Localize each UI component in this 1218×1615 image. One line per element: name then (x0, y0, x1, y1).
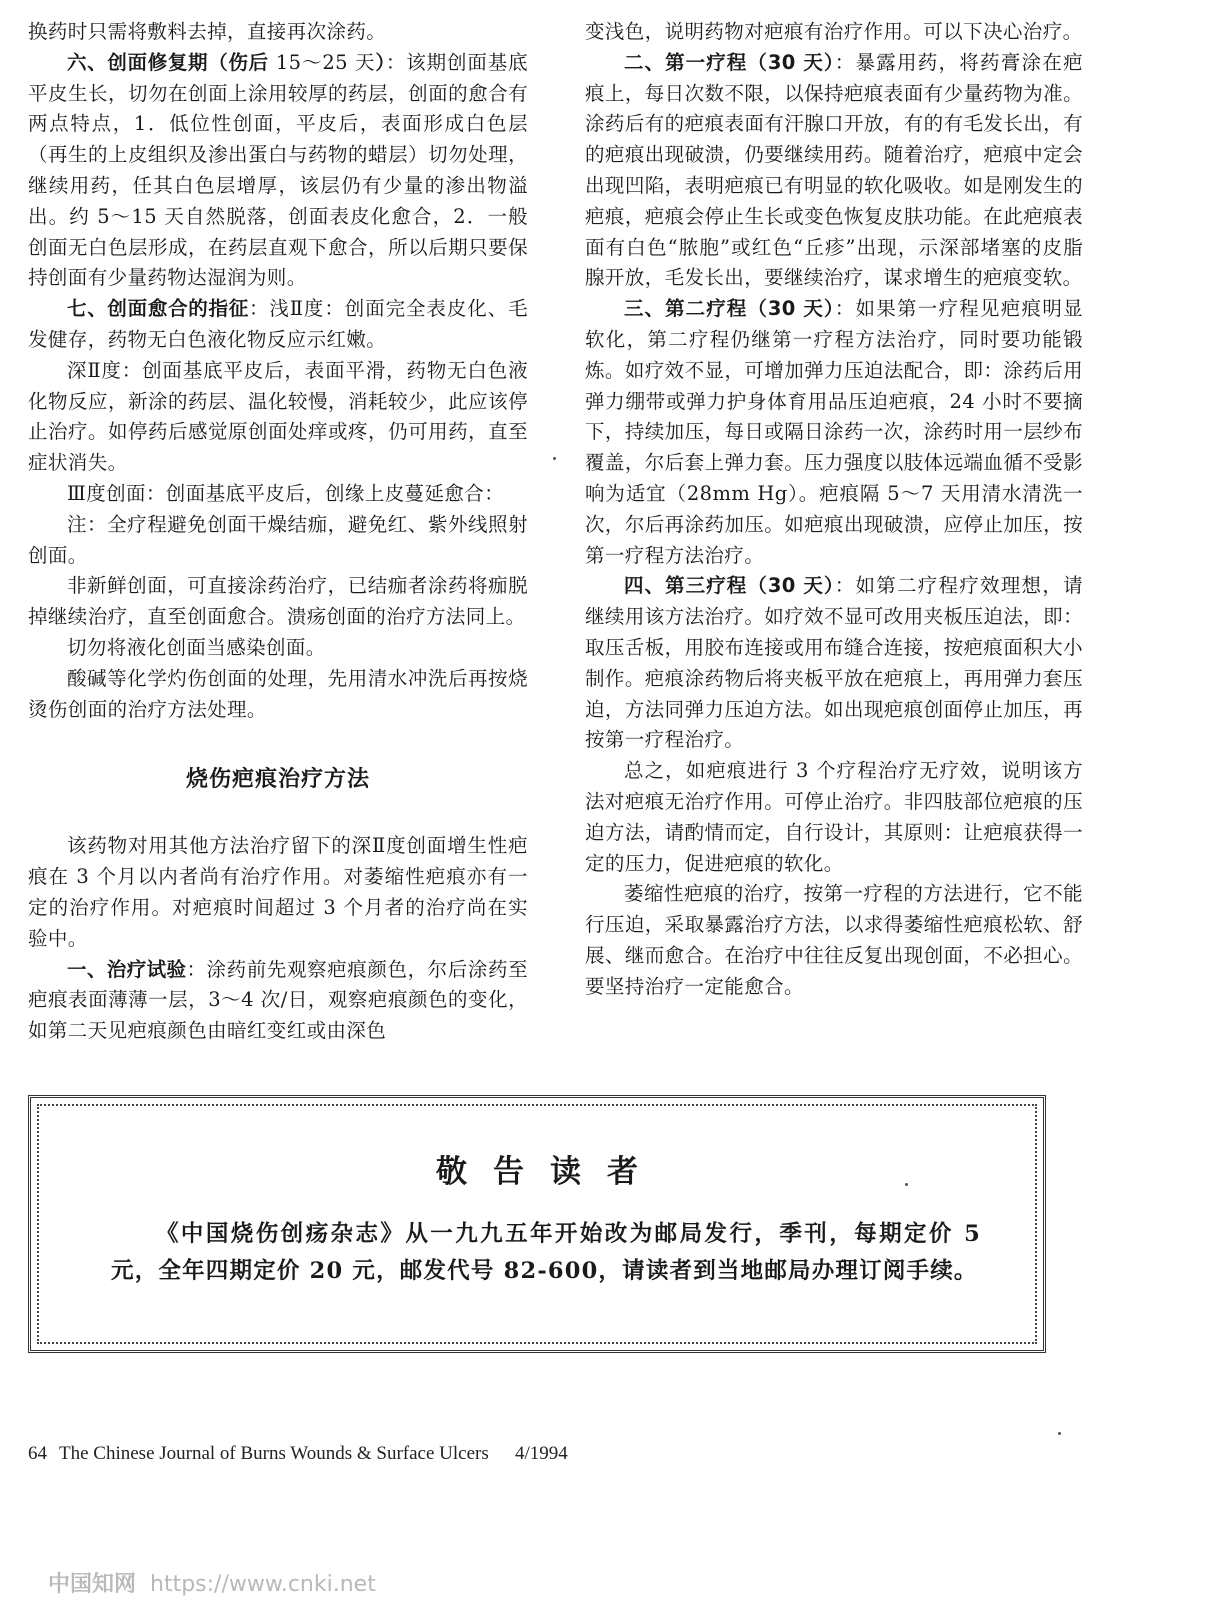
subheading: 一、治疗试验 (67, 957, 187, 981)
subheading-days: （30 天） (747, 50, 835, 74)
paragraph: 深Ⅱ度：创面基底平皮后，表面平滑，药物无白色液化物反应，新涂的药层、温化较慢，消耗较少，此应该停止治疗。如停药后感觉原创面处痒或疼，仍可用药，直至症状消失。 (28, 358, 528, 475)
subheading-days: 15～25 天 (268, 50, 376, 74)
paragraph: 该药物对用其他方法治疗留下的深Ⅱ度创面增生性疤痕在 3 个月以内者尚有治疗作用。对萎缩性疤痕亦有一定的治疗作用。对疤痕时间超过 3 个月者的治疗尚在实验中。 (28, 834, 528, 950)
subheading: 四、第三疗程 (624, 574, 748, 598)
paragraph (28, 48, 528, 294)
subheading-paren: （伤后 (208, 50, 269, 74)
issue-number: 4/1994 (515, 1443, 568, 1464)
subheading-paren: ） (375, 50, 386, 74)
paragraph: 注：全疗程避免创面干燥结痂，避免红、紫外线照射创面。 (28, 512, 528, 567)
paragraph-text: ：暴露用药，将药膏涂在疤痕上，每日次数不限，以保持疤痕表面有少量药物为准。涂药后有的疤痕表面有汗腺口开放，有的有毛发长出，有的疤痕出现破溃，仍要继续用药。随着治疗，疤痕中定会出现凹陷，表明疤痕已有明显的软化吸收。如是刚发生的疤痕，疤痕会停止生长或变色恢复皮肤功能。在此疤痕表面有白色“脓胞”或红色“丘疹”出现，示深部堵塞的皮脂腺开放，毛发长出，要继续治疗，谋求增生的疤痕变软。 (585, 50, 1083, 290)
paragraph: 变浅色，说明药物对疤痕有治疗作用。可以下决心治疗。 (585, 20, 1083, 43)
notice-title: 敬告读者 (436, 1154, 664, 1190)
scan-speck (905, 1183, 908, 1186)
page-footer (28, 1443, 580, 1465)
paragraph: 非新鲜创面，可直接涂药治疗，已结痂者涂药将痂脱掉继续治疗，直至创面愈合。溃疡创面的治疗方法同上。 (28, 574, 528, 629)
paragraph-text: ：如第二疗程疗效理想，请继续用该方法治疗。如疗效不显可改用夹板压迫法，即：取压舌板，用胶布连接或用布缝合连接，按疤痕面积大小制作。疤痕涂药物后将夹板平放在疤痕上，再用弹力套压迫，方法同弹力压迫方法。如出现疤痕创面停止加压，再按第一疗程治疗。 (585, 574, 1083, 752)
journal-name: The Chinese Journal of Burns Wounds & Surface Ulcers (59, 1443, 489, 1464)
section-title: 烧伤疤痕治疗方法 (185, 767, 370, 793)
paragraph: 切勿将液化创面当感染创面。 (67, 635, 326, 659)
paragraph: 萎缩性疤痕的治疗，按第一疗程的方法进行，它不能行压迫，采取暴露治疗方法，以求得萎缩性疤痕松软、舒展、继而愈合。在治疗中往往反复出现创面，不必担心。要坚持治疗一定能愈合。 (585, 882, 1083, 998)
paragraph: 换药时只需将敷料去掉，直接再次涂药。 (28, 20, 387, 43)
scan-speck (553, 457, 556, 460)
subheading: 三、第二疗程 (624, 297, 748, 321)
right-column (585, 17, 1083, 1003)
paragraph: 酸碱等化学灼伤创面的处理，先用清水冲洗后再按烧烫伤创面的治疗方法处理。 (28, 666, 528, 721)
subheading: 二、第一疗程 (624, 50, 748, 74)
reader-notice-box (28, 1095, 1046, 1353)
paragraph (28, 955, 528, 1047)
paragraph (585, 294, 1083, 571)
watermark-url: https://www.cnki.net (150, 1572, 376, 1597)
page-number: 64 (28, 1443, 47, 1464)
scan-speck (1058, 1432, 1061, 1435)
paragraph (28, 294, 528, 356)
subheading: 六、创面修复期 (67, 50, 209, 74)
paragraph-text: ：该期创面基底平皮生长，切勿在创面上涂用较厚的药层，创面的愈合有两点特点，1．低位性创面，平皮后，表面形成白色层（再生的上皮组织及渗出蛋白与药物的蜡层）切勿处理，继续用药，任其白色层增厚，该层仍有少量的渗出物溢出。约 5～15 天自然脱落，创面表皮化愈合，2．一般创面无白色层形成，在药层直观下愈合，所以后期只要保持创面有少量药物达湿润为则。 (28, 50, 528, 290)
paragraph-text: ：如果第一疗程见疤痕明显软化，第二疗程仍继第一疗程方法治疗，同时要功能锻炼。如疗效不显，可增加弹力压迫法配合，即：涂药后用弹力绷带或弹力护身体育用品压迫疤痕，24 小时不要摘下，持续加压，每日或隔日涂药一次，涂药时用一层纱布覆盖，尔后套上弹力套。压力强度以肢体远端血循不受影响为适宜（28mm Hg）。疤痕隔 5～7 天用清水清洗一次，尔后再涂药加压。如疤痕出现破溃，应停止加压，按第一疗程方法治疗。 (585, 297, 1083, 567)
paragraph-text: ：浅Ⅱ度：创面完全表皮化、毛发健存，药物无白色液化物反应示红嫩。 (28, 297, 528, 351)
cnki-watermark (48, 1567, 376, 1598)
paragraph: Ⅲ度创面：创面基底平皮后，创缘上皮蔓延愈合： (67, 481, 505, 505)
paragraph-text: ：涂药前先观察疤痕颜色，尔后涂药至疤痕表面薄薄一层，3～4 次/日，观察疤痕颜色的变化，如第二天见疤痕颜色由暗红变红或由深色 (28, 957, 528, 1043)
subheading-days: （30 天） (747, 297, 835, 321)
notice-body: 《中国烧伤创疡杂志》从一九九五年开始改为邮局发行，季刊，每期定价 5 元，全年四期定价 20 元，邮发代号 82-600，请读者到当地邮局办理订阅手续。 (111, 1221, 981, 1284)
left-column (28, 17, 528, 1047)
paragraph (585, 571, 1083, 756)
watermark-brand: 中国知网 (48, 1572, 137, 1597)
paragraph (585, 48, 1083, 294)
subheading: 七、创面愈合的指征 (67, 297, 249, 321)
paragraph: 总之，如疤痕进行 3 个疗程治疗无疗效，说明该方法对疤痕无治疗作用。可停止治疗。非四肢部位疤痕的压迫方法，请酌情而定，自行设计，其原则：让疤痕获得一定的压力，促进疤痕的软化。 (585, 759, 1083, 875)
subheading-days: （30 天） (747, 574, 835, 598)
